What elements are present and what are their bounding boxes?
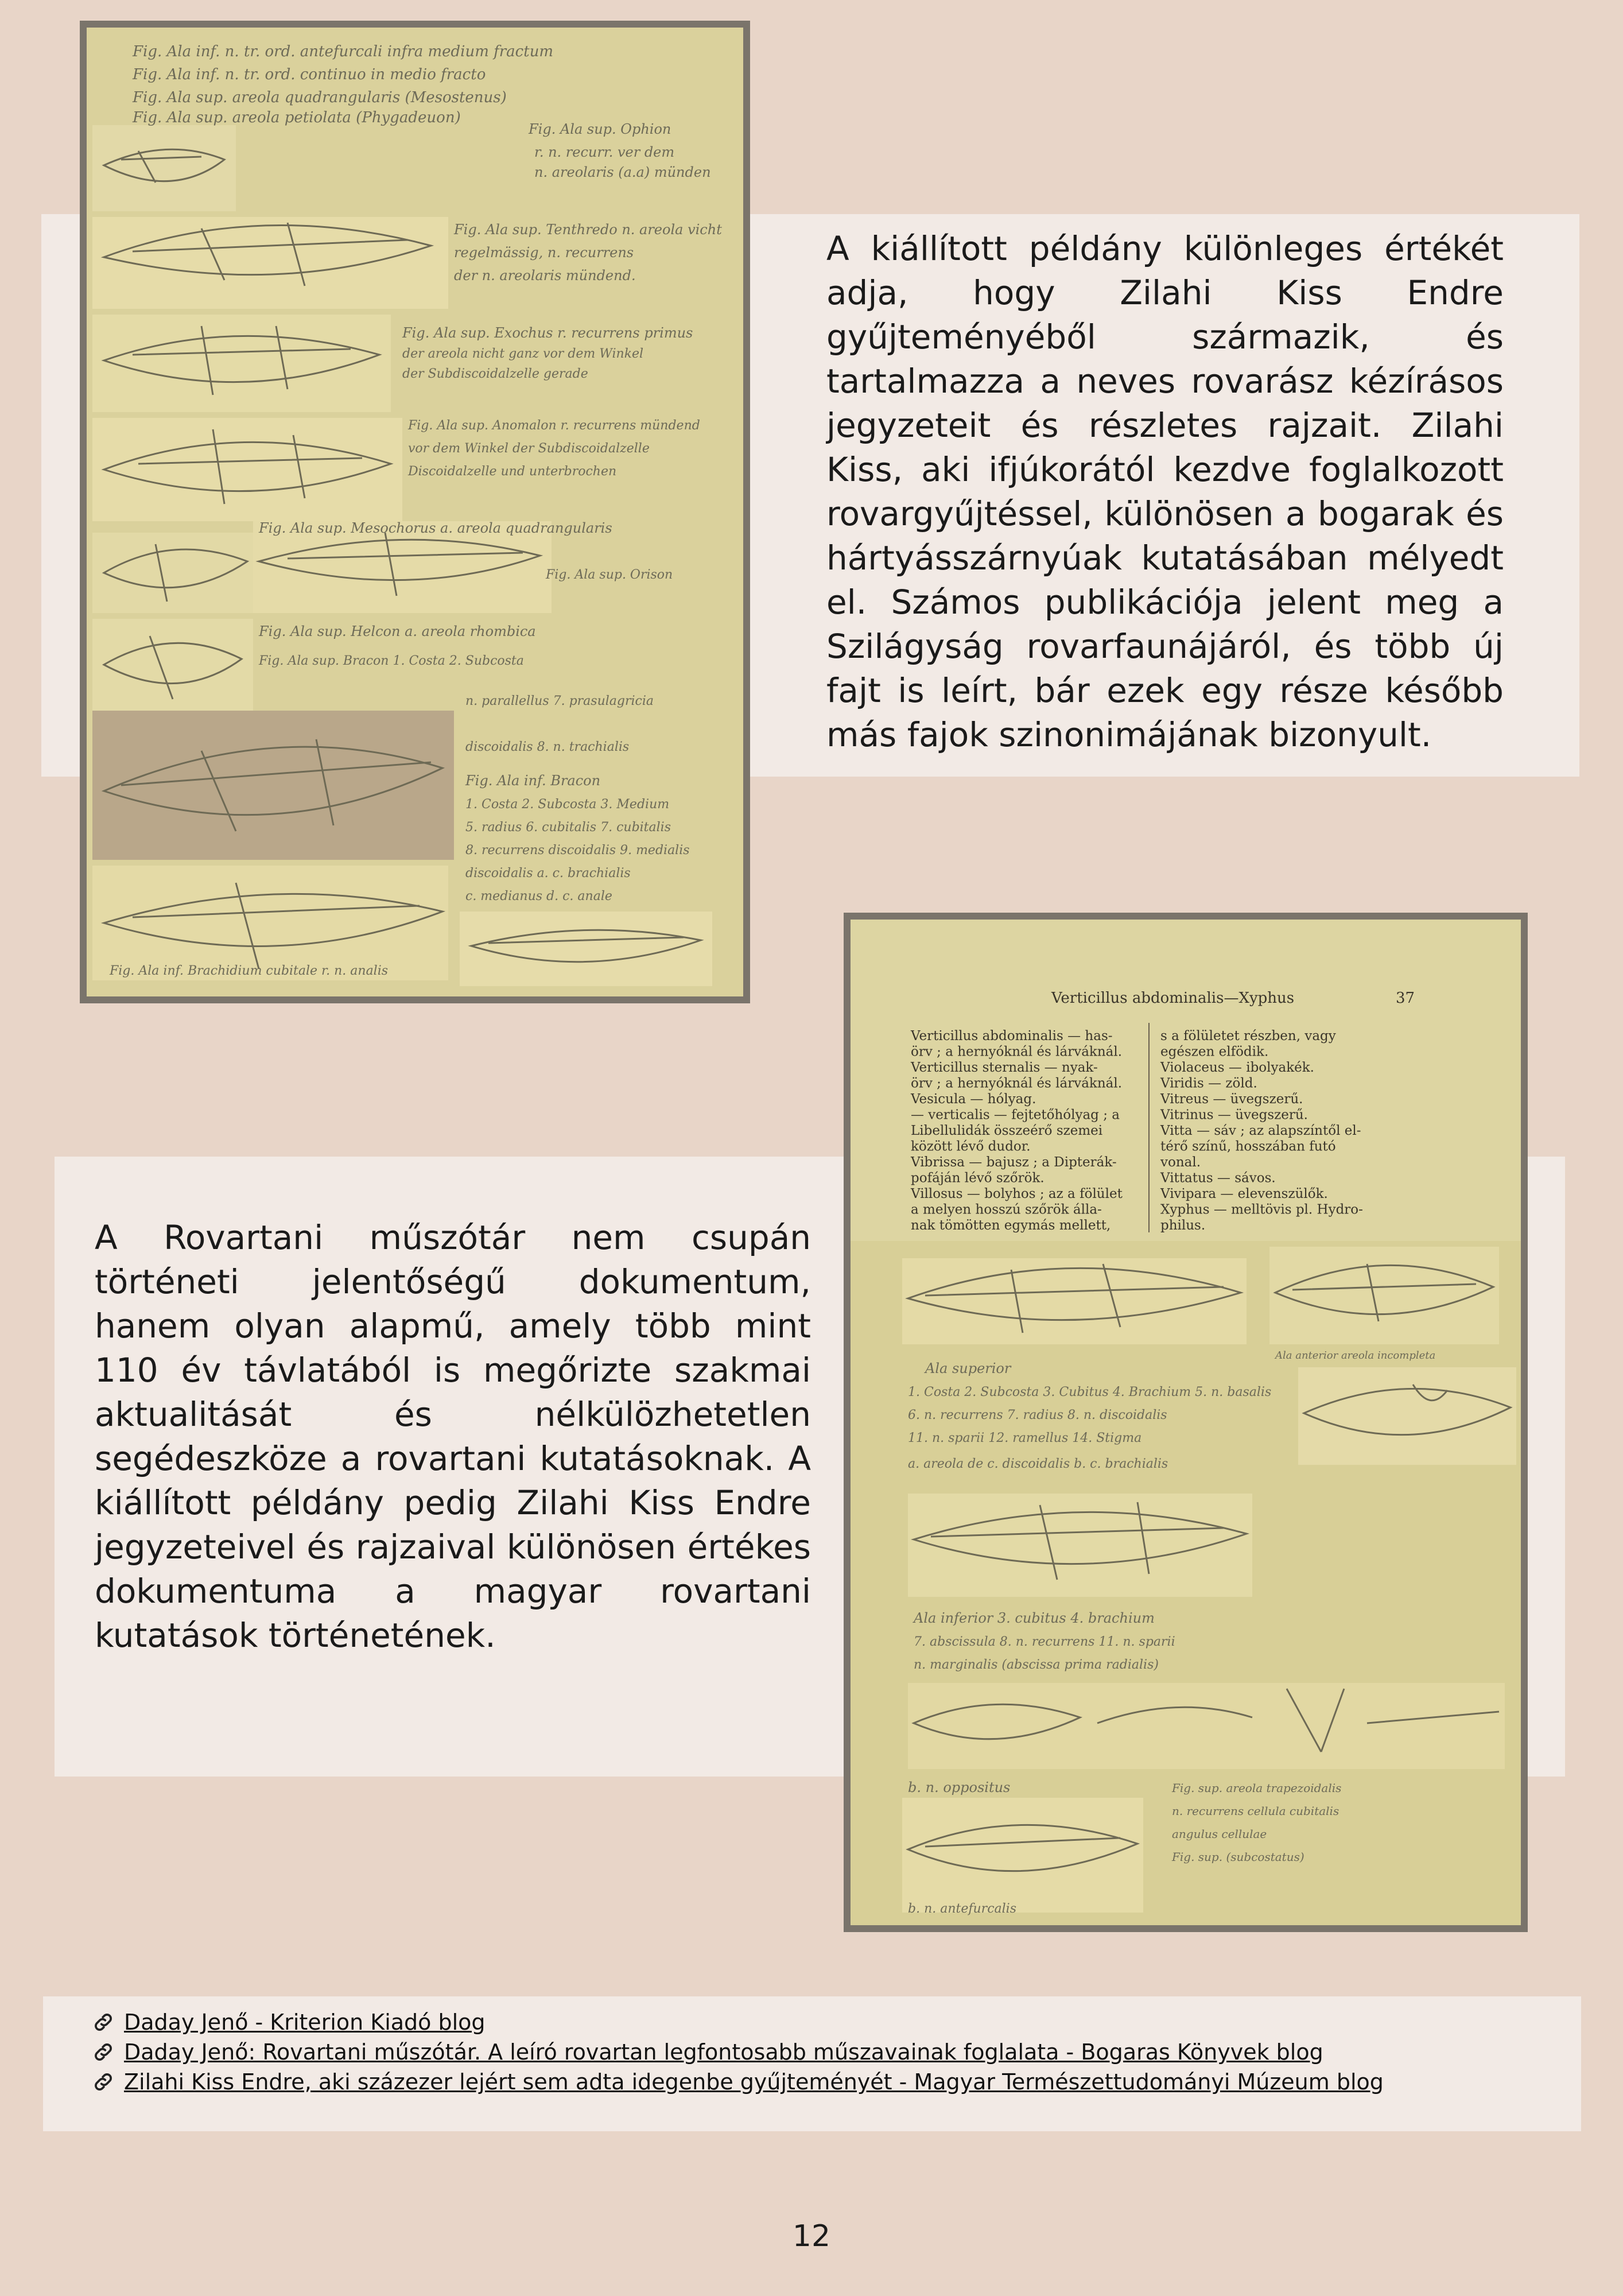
dictionary-entry: vonal. xyxy=(1160,1155,1201,1170)
reference-link-3[interactable] xyxy=(92,2068,1384,2096)
svg-text:Fig. Ala sup. Bracon 1. Costa: Fig. Ala sup. Bracon 1. Costa 2. Subcosta xyxy=(259,654,524,668)
dictionary-entry: Viridis — zöld. xyxy=(1160,1076,1257,1091)
dictionary-entry: Vittatus — sávos. xyxy=(1160,1170,1276,1186)
reference-link-1[interactable] xyxy=(92,2008,486,2037)
svg-text:discoidalis a. c. brachialis: discoidalis a. c. brachialis xyxy=(465,866,631,881)
svg-text:Fig. Ala sup. Tenthredo n. are: Fig. Ala sup. Tenthredo n. areola vicht xyxy=(454,222,722,238)
dictionary-entry: örv ; a hernyóknál és lárváknál. xyxy=(911,1044,1123,1060)
svg-text:Fig. Ala sup. Helcon a. areola: Fig. Ala sup. Helcon a. areola rhombica xyxy=(259,623,536,639)
reference-link-2-text[interactable]: Daday Jenő: Rovartani műszótár. A leíró rovartan legfontosabb műszavainak foglalata - Bogaras Könyvek blog xyxy=(124,2039,1323,2065)
svg-text:Ala anterior areola incompleta: Ala anterior areola incompleta xyxy=(1275,1349,1436,1362)
svg-text:Fig. Ala inf. n. tr. ord. cont: Fig. Ala inf. n. tr. ord. continuo in medio fracto xyxy=(133,66,486,83)
manuscript-image-wing-drawings xyxy=(80,21,750,1003)
svg-text:a. areola de c. discoidalis b.: a. areola de c. discoidalis b. c. brachialis xyxy=(908,1457,1168,1471)
svg-text:Fig. Ala sup. Mesochorus a. ar: Fig. Ala sup. Mesochorus a. areola quadrangularis xyxy=(259,520,612,536)
dictionary-entry: Verticillus abdominalis — has- xyxy=(911,1029,1113,1044)
svg-text:b. n. oppositus: b. n. oppositus xyxy=(908,1779,1011,1795)
svg-text:vor dem Winkel der Subdiscoida: vor dem Winkel der Subdiscoidalzelle xyxy=(408,441,650,456)
svg-text:Fig. Ala sup. Ophion: Fig. Ala sup. Ophion xyxy=(529,121,671,137)
svg-text:der Subdiscoidalzelle gerade: der Subdiscoidalzelle gerade xyxy=(402,367,588,381)
dictionary-header: Verticillus abdominalis—Xyphus xyxy=(1051,990,1295,1007)
dictionary-entry: pofáján lévő szőrök. xyxy=(911,1170,1045,1186)
dictionary-entry: Libellulidák összeérő szemei xyxy=(911,1123,1103,1138)
svg-text:Fig. Ala sup. Exochus r. recur: Fig. Ala sup. Exochus r. recurrens primus xyxy=(402,325,693,341)
svg-text:n. areolaris (a.a) münden: n. areolaris (a.a) münden xyxy=(534,164,711,180)
svg-text:Discoidalzelle und unterbroche: Discoidalzelle und unterbrochen xyxy=(408,464,617,479)
svg-text:11. n. sparii 12. ramellus 14.: 11. n. sparii 12. ramellus 14. Stigma xyxy=(908,1431,1142,1445)
svg-text:r. n. recurr. ver dem: r. n. recurr. ver dem xyxy=(534,144,675,160)
dictionary-entry: s a fölületet részben, vagy xyxy=(1160,1029,1336,1044)
svg-text:Fig. sup. (subcostatus): Fig. sup. (subcostatus) xyxy=(1172,1850,1304,1864)
svg-text:der n. areolaris mündend.: der n. areolaris mündend. xyxy=(454,267,636,284)
dictionary-entry: — verticalis — fejtetőhólyag ; a xyxy=(911,1107,1120,1123)
dictionary-entry: Vivipara — elevenszülők. xyxy=(1160,1186,1328,1201)
dictionary-entry: Vesicula — hólyag. xyxy=(911,1092,1036,1107)
svg-text:Ala superior: Ala superior xyxy=(925,1360,1011,1376)
paragraph-collection-origin: A kiállított példány különleges értékét adja, hogy Zilahi Kiss Endre gyűjteményéből származik, és tartalmazza a neves rovarász kézírásos jegyzeteit és részletes rajzait. Zilahi Kiss, aki ifjúkorától kezdve foglalkozott rovargyűjtéssel, különösen a bogarak és hártyásszárnyúak kutatásában mélyedt el. Számos publikációja jelent meg a Szilágyság rovarfaunájáról, és több új fajt is leírt, bár ezek egy része később más fajok szinonimájának bizonyult. xyxy=(826,229,1504,754)
link-icon xyxy=(92,2041,115,2064)
svg-text:n. marginalis (abscissa prima: n. marginalis (abscissa prima radialis) xyxy=(914,1658,1159,1672)
svg-text:Fig. Ala sup. Anomalon r. recu: Fig. Ala sup. Anomalon r. recurrens mündend xyxy=(408,418,700,433)
dictionary-entry: Villosus — bolyhos ; az a fölület xyxy=(911,1186,1123,1201)
link-icon xyxy=(92,2070,115,2093)
paragraph-dictionary-significance: A Rovartani műszótár nem csupán történeti jelentőségű dokumentum, hanem olyan alapmű, amely több mint 110 év távlatából is megőrizte szakmai aktualitását és nélkülözhetetlen segédeszköze a rovartani kutatásoknak. A kiállított példány pedig Zilahi Kiss Endre jegyzeteivel és rajzaival különösen értékes dokumentuma a magyar rovartani kutatások történetének. xyxy=(95,1218,811,1655)
dictionary-entry: a melyen hosszú szőrök álla- xyxy=(911,1202,1102,1217)
svg-text:Fig. Ala sup. areola petiolata: Fig. Ala sup. areola petiolata (Phygadeuon) xyxy=(133,109,461,126)
dictionary-entry: Violaceus — ibolyakék. xyxy=(1160,1060,1314,1075)
svg-text:n. parallellus 7. prasulagrici: n. parallellus 7. prasulagricia xyxy=(465,694,654,708)
svg-text:1. Costa 2. Subcosta 3. Medium: 1. Costa 2. Subcosta 3. Medium xyxy=(465,797,670,812)
reference-links-panel xyxy=(43,1996,1581,2131)
dictionary-entry: Xyphus — melltövis pl. Hydro- xyxy=(1160,1202,1363,1217)
svg-text:Fig. sup. areola trapezoidalis: Fig. sup. areola trapezoidalis xyxy=(1172,1781,1342,1795)
reference-link-1-text[interactable]: Daday Jenő - Kriterion Kiadó blog xyxy=(124,2010,486,2035)
svg-text:Fig. Ala sup. Orison: Fig. Ala sup. Orison xyxy=(546,568,673,582)
svg-text:n. recurrens cellula cubitalis: n. recurrens cellula cubitalis xyxy=(1172,1804,1339,1818)
reference-link-2[interactable] xyxy=(92,2038,1323,2066)
svg-text:regelmässig, n. recurrens: regelmässig, n. recurrens xyxy=(454,245,634,261)
svg-text:8. recurrens discoidalis 9. me: 8. recurrens discoidalis 9. medialis xyxy=(465,843,690,858)
dictionary-entry: nak tömötten egymás mellett, xyxy=(911,1218,1111,1233)
dictionary-entry: Vitrinus — üvegszerű. xyxy=(1160,1107,1308,1123)
svg-text:6. n. recurrens 7. radius 8. n: 6. n. recurrens 7. radius 8. n. discoidalis xyxy=(908,1408,1167,1422)
dictionary-entry: Vitreus — üvegszerű. xyxy=(1160,1092,1303,1107)
svg-text:Fig. Ala inf. Bracon: Fig. Ala inf. Bracon xyxy=(465,773,601,789)
svg-text:7. abscissula 8. n. recurrens: 7. abscissula 8. n. recurrens 11. n. sparii xyxy=(914,1635,1175,1649)
page-number: 12 xyxy=(792,2219,831,2254)
dictionary-entry: Vitta — sáv ; az alapszíntől el- xyxy=(1160,1123,1361,1138)
dictionary-entry: philus. xyxy=(1160,1218,1206,1233)
svg-text:der areola nicht ganz vor dem: der areola nicht ganz vor dem Winkel xyxy=(402,347,644,361)
svg-text:c. medianus d. c. anale: c. medianus d. c. anale xyxy=(465,889,612,903)
dictionary-entry: térő színű, hosszában futó xyxy=(1160,1139,1336,1154)
dictionary-entry: örv ; a hernyóknál és lárváknál. xyxy=(911,1076,1123,1091)
svg-text:Ala inferior 3. cubitus 4. bra: Ala inferior 3. cubitus 4. brachium xyxy=(914,1610,1155,1626)
svg-text:angulus cellulae: angulus cellulae xyxy=(1172,1827,1267,1841)
dictionary-page-image xyxy=(844,913,1528,1932)
svg-text:1. Costa 2. Subcosta 3. Cubitu: 1. Costa 2. Subcosta 3. Cubitus 4. Brachium 5. n. basalis xyxy=(908,1385,1272,1399)
dictionary-entry: között lévő dudor. xyxy=(911,1139,1031,1154)
dictionary-entry: egészen elfödik. xyxy=(1160,1044,1269,1060)
link-icon xyxy=(92,2011,115,2034)
dictionary-entry: Verticillus sternalis — nyak- xyxy=(911,1060,1098,1075)
svg-text:discoidalis 8. n. trachialis: discoidalis 8. n. trachialis xyxy=(465,740,630,754)
svg-text:Fig. Ala sup. areola quadrangu: Fig. Ala sup. areola quadrangularis (Mesostenus) xyxy=(133,89,507,106)
svg-text:b. n. antefurcalis: b. n. antefurcalis xyxy=(908,1902,1016,1916)
svg-text:5. radius 6. cubitalis 7. cubi: 5. radius 6. cubitalis 7. cubitalis xyxy=(465,820,671,835)
dictionary-entry: Vibrissa — bajusz ; a Dipterák- xyxy=(911,1155,1117,1170)
svg-text:Fig. Ala inf. Brachidium cubit: Fig. Ala inf. Brachidium cubitale r. n. analis xyxy=(110,964,389,978)
dictionary-left-column xyxy=(910,1029,1123,1233)
svg-text:Fig. Ala inf. n. tr. ord. ante: Fig. Ala inf. n. tr. ord. antefurcali infra medium fractum xyxy=(133,43,554,60)
dictionary-page-number: 37 xyxy=(1396,990,1415,1007)
reference-link-3-text[interactable]: Zilahi Kiss Endre, aki százezer lejért sem adta idegenbe gyűjteményét - Magyar Természettudományi Múzeum blog xyxy=(124,2069,1384,2095)
